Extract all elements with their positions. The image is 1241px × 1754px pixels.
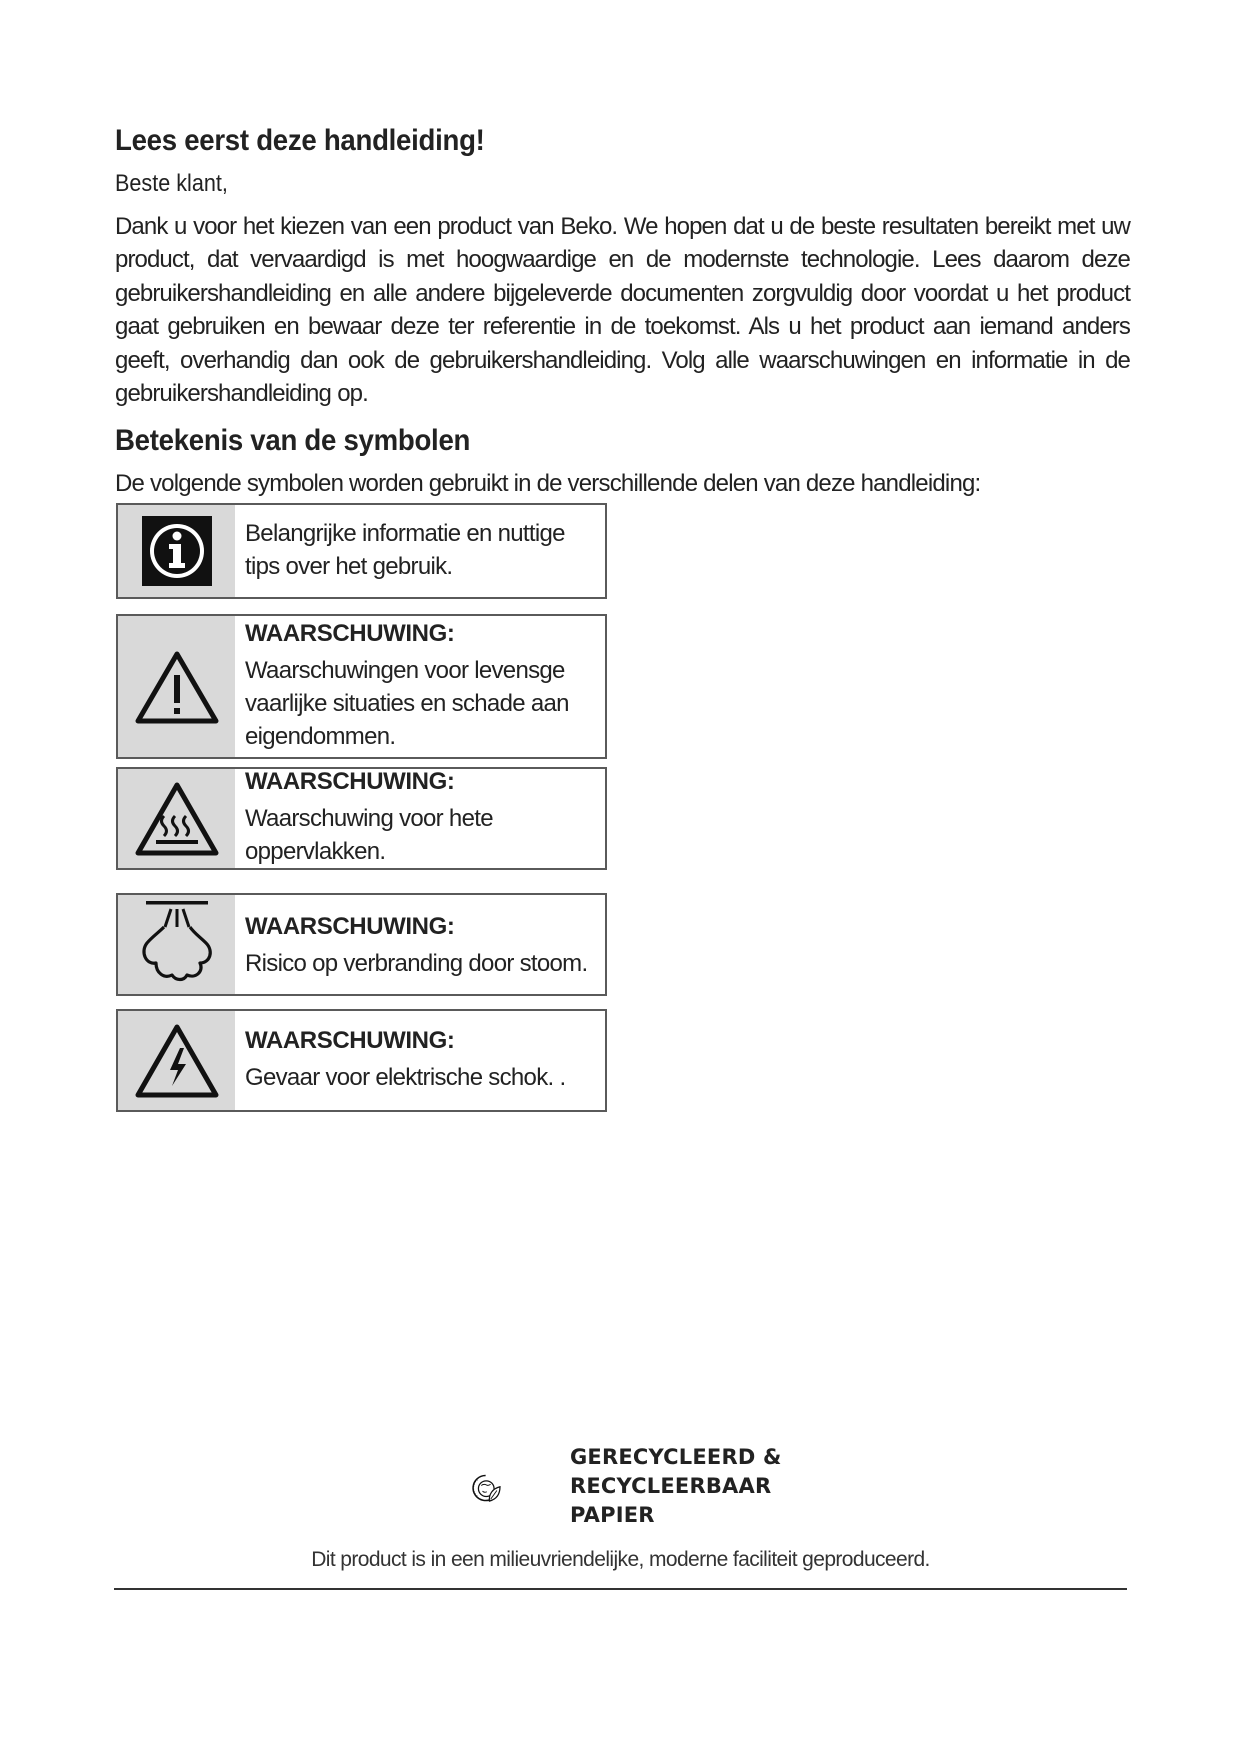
symbol-heading: WAARSCHUWING: <box>245 1027 455 1054</box>
symbol-icon-box <box>118 895 235 994</box>
symbol-heading: WAARSCHUWING: <box>245 913 455 940</box>
symbol-text-electric-shock: Gevaar voor elektrische schok. . <box>245 1064 566 1091</box>
symbol-heading: WAARSCHUWING: <box>245 768 455 795</box>
hot-surface-icon <box>134 780 220 858</box>
symbol-row-electric-shock <box>116 1009 607 1112</box>
symbol-icon-box <box>118 769 235 868</box>
symbol-row-warning <box>116 614 607 759</box>
symbol-row-info <box>116 503 607 599</box>
greeting: Beste klant, <box>115 170 228 197</box>
symbol-heading: WAARSCHUWING: <box>245 620 455 647</box>
info-icon <box>142 516 212 586</box>
logo-line: GERECYCLEERD & <box>570 1445 782 1469</box>
recycled-paper-label <box>570 1443 781 1530</box>
footer-note: Dit product is in een milieuvriendelijke, moderne faciliteit geproduceerd. <box>311 1548 930 1571</box>
footer-divider <box>114 1588 1127 1590</box>
symbol-icon-box <box>118 616 235 757</box>
symbol-text-steam: Risico op verbranding door stoom. <box>245 950 588 977</box>
recycled-paper-logo <box>470 1438 570 1538</box>
symbol-row-hot-surface <box>116 767 607 870</box>
symbol-row-steam <box>116 893 607 996</box>
symbol-icon-box <box>118 505 235 597</box>
warning-triangle-icon <box>134 649 220 725</box>
page-title: Lees eerst deze handleiding! <box>115 124 485 157</box>
symbols-intro: De volgende symbolen worden gebruikt in de verschillende delen van deze handleiding: <box>115 470 981 497</box>
symbol-text-warning: Waarschuwingen voor levensge vaarlijke situaties en schade aan eigendommen. <box>245 657 569 750</box>
intro-paragraph: Dank u voor het kiezen van een product van Beko. We hopen dat u de beste resultaten bereikt met uw product, dat vervaardigd is met hoogwaardige en de modernste technologie. Lees daarom deze gebruikershandleiding en alle andere bijgeleverde documenten zorgvuldig door voordat u het product gaat gebruiken en bewaar deze ter referentie in de toekomst. Als u het product aan iemand anders geeft, overhandig dan ook de gebruikershandleiding. Volg alle waarschuwingen en informatie in de gebruikershandleiding op. <box>115 213 1130 408</box>
symbol-text-info: Belangrijke informatie en nuttige tips over het gebruik. <box>245 520 565 580</box>
logo-line: PAPIER <box>570 1503 655 1527</box>
globe-leaf-icon <box>473 1475 500 1501</box>
symbols-section-title: Betekenis van de symbolen <box>115 424 471 457</box>
symbol-icon-box <box>118 1011 235 1110</box>
symbol-text-hot-surface: Waarschuwing voor hete oppervlakken. <box>245 805 493 865</box>
electric-shock-icon <box>134 1022 220 1100</box>
steam-icon <box>134 897 220 993</box>
logo-line: RECYCLEERBAAR <box>570 1474 772 1498</box>
